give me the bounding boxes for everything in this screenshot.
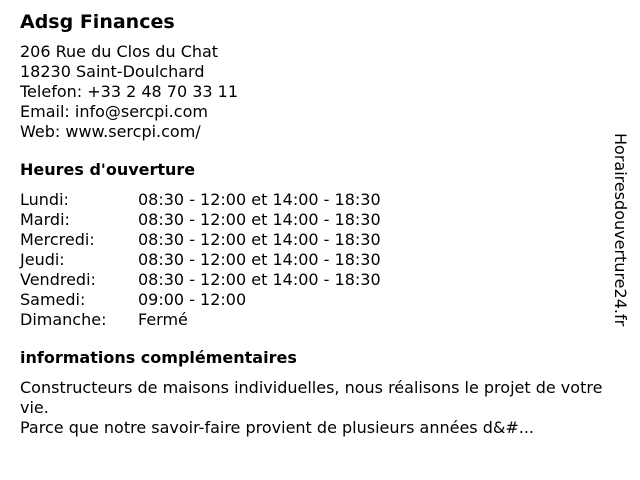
description-paragraph-1: Constructeurs de maisons individuelles, nous réalisons le projet de votre vie.: [20, 378, 603, 417]
address-city: 18230 Saint-Doulchard: [20, 62, 205, 81]
address-street: 206 Rue du Clos du Chat: [20, 42, 219, 61]
opening-hours-table: [20, 190, 620, 330]
web-line: Web: www.sercpi.com/: [20, 122, 201, 141]
hours-time: 08:30 - 12:00 et 14:00 - 18:30: [138, 230, 381, 249]
hours-day: Vendredi:: [20, 270, 96, 289]
additional-info-title: informations complémentaires: [20, 348, 297, 367]
opening-hours-title: Heures d'ouverture: [20, 160, 196, 179]
hours-row-lundi: [20, 190, 620, 210]
hours-day: Mardi:: [20, 210, 70, 229]
hours-time: 08:30 - 12:00 et 14:00 - 18:30: [138, 210, 381, 229]
company-name: Adsg Finances: [20, 11, 175, 33]
hours-row-jeudi: [20, 250, 620, 270]
hours-day: Jeudi:: [20, 250, 65, 269]
site-watermark: Horairesdouverture24.fr: [611, 133, 630, 327]
hours-time: 08:30 - 12:00 et 14:00 - 18:30: [138, 190, 381, 209]
hours-time: 08:30 - 12:00 et 14:00 - 18:30: [138, 250, 381, 269]
email-line: Email: info@sercpi.com: [20, 102, 208, 121]
hours-time: Fermé: [138, 310, 188, 329]
hours-row-samedi: [20, 290, 620, 310]
hours-time: 09:00 - 12:00: [138, 290, 247, 309]
hours-row-dimanche: [20, 310, 620, 330]
hours-row-vendredi: [20, 270, 620, 290]
contact-block: [20, 42, 620, 142]
hours-day: Mercredi:: [20, 230, 95, 249]
hours-row-mardi: [20, 210, 620, 230]
additional-info-text: [20, 378, 620, 438]
hours-row-mercredi: [20, 230, 620, 250]
hours-day: Lundi:: [20, 190, 69, 209]
description-paragraph-2: Parce que notre savoir-faire provient de plusieurs années d&#...: [20, 418, 534, 437]
hours-day: Dimanche:: [20, 310, 107, 329]
hours-day: Samedi:: [20, 290, 86, 309]
hours-time: 08:30 - 12:00 et 14:00 - 18:30: [138, 270, 381, 289]
phone-line: Telefon: +33 2 48 70 33 11: [20, 82, 239, 101]
business-card: [20, 10, 620, 438]
